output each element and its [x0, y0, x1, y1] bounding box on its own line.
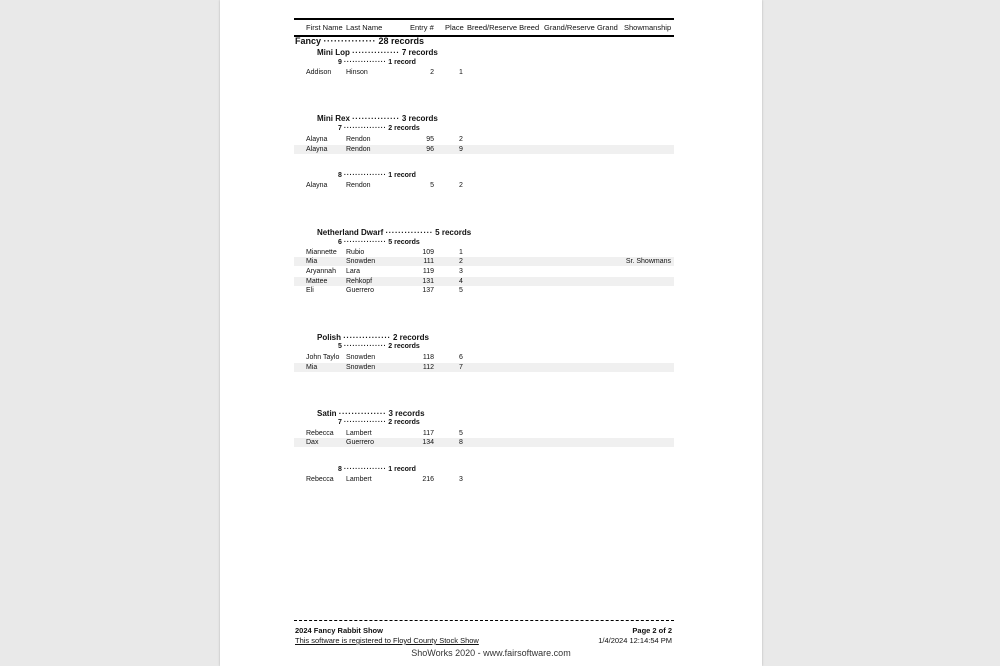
page-number: Page 2 of 2: [632, 626, 672, 635]
table-row: Eli Guerrero 137 5: [306, 286, 463, 294]
col-place: Place: [445, 23, 464, 32]
breed-header-mini-rex: Mini Rex ··············· 3 records: [317, 114, 438, 123]
breed-header-satin: Satin ··············· 3 records: [317, 409, 425, 418]
class-header: 8 ··············· 1 record: [338, 172, 416, 179]
col-first-name: First Name: [306, 23, 343, 32]
table-row: Mia Snowden 111 2 Sr. Showmans: [294, 257, 674, 266]
table-row: Rebecca Lambert 216 3: [306, 475, 463, 483]
showmanship-value: Sr. Showmans: [625, 257, 671, 265]
software-brand: ShoWorks 2020 - www.fairsoftware.com: [411, 648, 571, 658]
registration-link[interactable]: This software is registered to Floyd County Stock Show: [295, 636, 479, 645]
col-grand-reserve: Grand/Reserve Grand: [544, 23, 618, 32]
report-page: [220, 0, 762, 666]
breed-header-netherland-dwarf: Netherland Dwarf ··············· 5 records: [317, 228, 472, 237]
table-row: Alayna Rendon 5 2: [306, 181, 463, 189]
col-entry: Entry #: [410, 23, 434, 32]
table-row: Miannette Rubio 109 1: [306, 248, 463, 256]
class-header: 6 ··············· 5 records: [338, 239, 420, 246]
col-last-name: Last Name: [346, 23, 383, 32]
table-row: Aryannah Lara 119 3: [306, 267, 463, 275]
table-row: Mattee Rehkopf 131 4: [294, 277, 674, 286]
table-row: Addison Hinson 2 1: [306, 68, 463, 76]
group-header-fancy: [295, 36, 424, 46]
class-header: 8 ··············· 1 record: [338, 466, 416, 473]
col-breed-reserve: Breed/Reserve Breed: [467, 23, 540, 32]
table-row: Dax Guerrero 134 8: [294, 438, 674, 447]
table-row: John Taylo Snowden 118 6: [306, 353, 463, 361]
class-header: 7 ··············· 2 records: [338, 419, 420, 426]
group-name: Fancy: [295, 36, 322, 46]
table-row: Alayna Rendon 95 2: [306, 135, 463, 143]
class-header: 9 ··············· 1 record: [338, 59, 416, 66]
table-row: Rebecca Lambert 117 5: [306, 429, 463, 437]
col-showmanship: Showmanship: [624, 23, 672, 32]
table-row: Alayna Rendon 96 9: [294, 145, 674, 154]
breed-header-mini-lop: Mini Lop ··············· 7 records: [317, 48, 438, 57]
report-title: 2024 Fancy Rabbit Show: [295, 626, 383, 635]
group-count: 28 records: [378, 36, 425, 46]
breed-header-polish: Polish ··············· 2 records: [317, 333, 429, 342]
class-header: 5 ··············· 2 records: [338, 343, 420, 350]
class-header: 7 ··············· 2 records: [338, 125, 420, 132]
table-row: Mia Snowden 112 7: [294, 363, 674, 372]
column-header-row: [294, 18, 674, 37]
footer-divider: [294, 620, 674, 621]
group-dots: ···············: [323, 36, 376, 46]
print-timestamp: 1/4/2024 12:14:54 PM: [598, 636, 672, 645]
